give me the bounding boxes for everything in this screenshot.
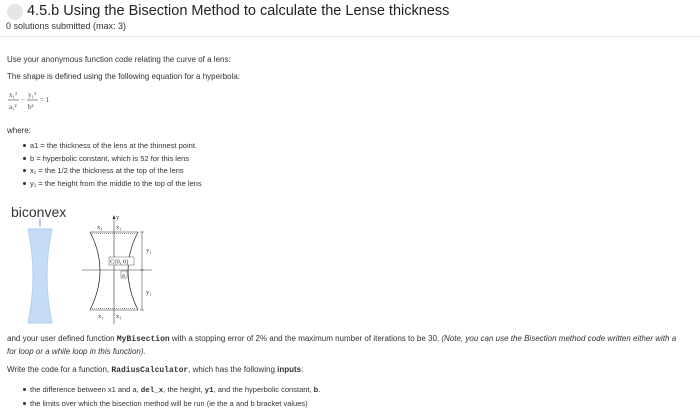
para2-post: :: [301, 365, 304, 374]
submission-count: 0 solutions submitted (max: 3): [6, 21, 127, 31]
b-constant: b: [313, 385, 319, 394]
del-x-code: del_x: [140, 387, 164, 395]
hyperbola-equation: [7, 88, 67, 116]
bisection-instructions: [7, 333, 677, 358]
inputs-list: [30, 384, 320, 410]
para1-note: (Note, you can use the Bisection method code written either with a for loop or a while loop in this function).: [7, 334, 677, 356]
eq-rhs: = 1: [40, 96, 50, 104]
a-label: a: [122, 272, 125, 279]
inputs-label: inputs: [277, 365, 302, 374]
eq-x-numerator: x₁²: [9, 91, 18, 99]
y1-code: y1: [204, 387, 214, 395]
hyperbola-diagram: [80, 212, 175, 327]
input-item: the limits over which the bisection method will be run (ie the a and b bracket values): [30, 398, 320, 411]
para2-pre: Write the code for a function,: [7, 365, 112, 374]
where-label: where:: [7, 126, 32, 135]
input-item-text: the difference between x1 and a,: [30, 385, 141, 394]
eq-b-denominator: b²: [28, 103, 34, 111]
page-header: [0, 0, 700, 37]
x1b-top-label: x₁: [116, 224, 122, 231]
center-label: C(0, 0): [110, 258, 129, 266]
intro-line-2: The shape is defined using the following equation for a hyperbola:: [7, 72, 241, 81]
para1-pre: and your user defined function: [7, 334, 117, 343]
x1b-bottom-label: x₁: [116, 313, 122, 320]
input-item-text: , the height,: [163, 385, 205, 394]
radiuscalculator-function-name: RadiusCalculator: [111, 366, 189, 375]
eq-y-numerator: y₁²: [28, 91, 37, 99]
mybisection-function-name: MyBisection: [116, 335, 170, 344]
function-instructions: [7, 364, 303, 377]
status-circle-icon: [7, 4, 23, 20]
biconcave-lens-figure: [20, 219, 60, 331]
y1-lower-label: y₁: [146, 289, 152, 296]
y-axis-label: y: [116, 214, 120, 221]
definition-item: x₁ = the 1/2 the thickness at the top of the lens: [30, 165, 202, 178]
x1-top-label: x₁: [97, 224, 103, 231]
definition-item: a1 = the thickness of the lens at the thinnest point.: [30, 140, 202, 153]
input-item-text: .: [318, 385, 321, 394]
input-item-text: , and the hyperbolic constant,: [213, 385, 314, 394]
biconvex-label: biconvex: [11, 204, 67, 220]
para1-mid: with a stopping error of 2% and the maximum number of iterations to be 30.: [169, 334, 442, 343]
input-item: [30, 384, 320, 398]
y1-upper-label: y₁: [146, 247, 152, 254]
x1-bottom-label: x₁: [98, 313, 104, 320]
definition-list: [30, 140, 202, 190]
para2-mid: , which has the following: [188, 365, 278, 374]
definition-item: b = hyperbolic constant, which is 52 for this lens: [30, 153, 202, 166]
page-title: 4.5.b Using the Bisection Method to calculate the Lense thickness: [27, 3, 450, 19]
problem-body: [0, 37, 700, 420]
eq-minus: −: [21, 96, 25, 104]
intro-line-1: Use your anonymous function code relating the curve of a lens:: [7, 55, 231, 64]
definition-item: y₁ = the height from the middle to the top of the lens: [30, 178, 202, 191]
eq-a-denominator: a₁²: [9, 103, 17, 111]
